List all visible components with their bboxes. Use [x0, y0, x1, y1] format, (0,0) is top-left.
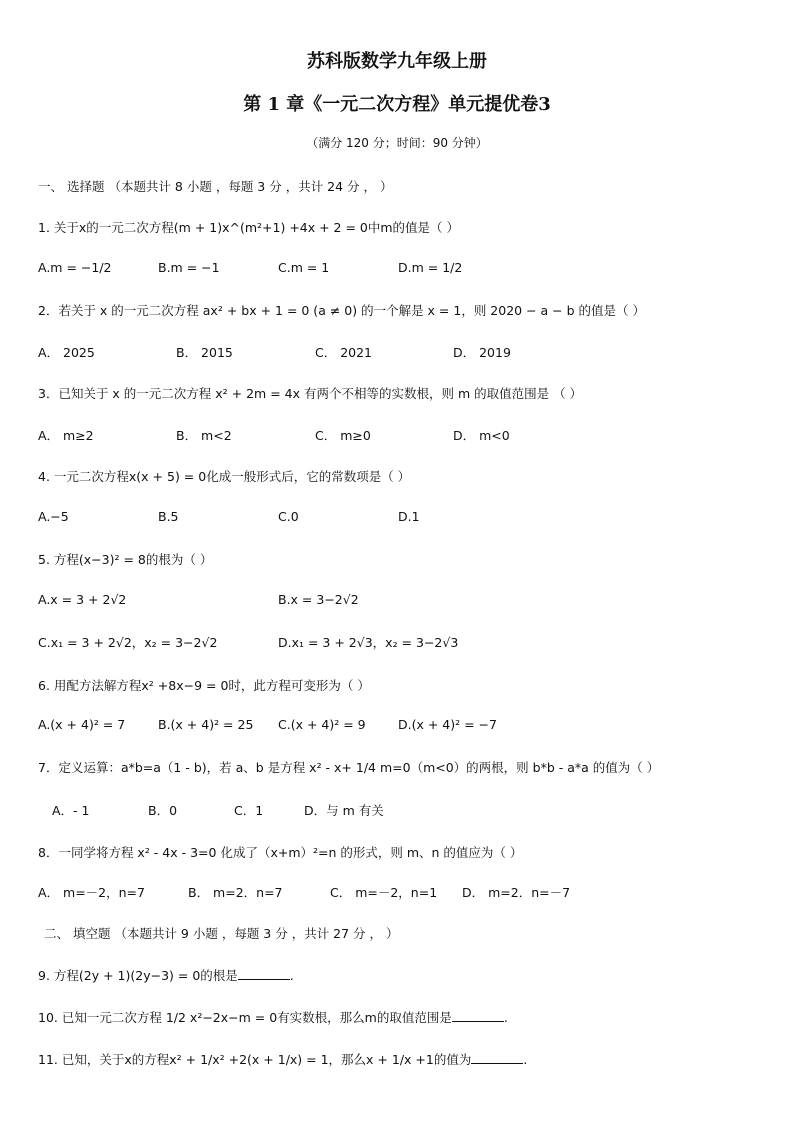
q9-stem: 9. 方程(2y + 1)(2y−3) = 0的根是 [38, 968, 238, 983]
q5-option-b: B.x = 3−2√2 [278, 592, 359, 607]
q7-option-a: A．- 1 [52, 803, 90, 818]
q7-option-c: C．1 [234, 803, 264, 818]
q5-option-c: C.x₁ = 3 + 2√2，x₂ = 3−2√2 [38, 635, 218, 650]
q4-option-a: A.−5 [38, 509, 69, 524]
q7-option-d: D．与 m 有关 [304, 803, 384, 818]
q6-option-a: A.(x + 4)² = 7 [38, 717, 126, 732]
q3-option-a: A． m≥2 [38, 428, 94, 443]
question-6: 6. 用配方法解方程x² +8x−9 = 0时，此方程可变形为（ ） [38, 678, 370, 693]
q9-answer-blank[interactable] [238, 968, 290, 980]
question-2: 2．若关于 x 的一元二次方程 ax² + bx + 1 = 0 (a ≠ 0) 的一个解是 x = 1，则 2020 − a − b 的值是（ ） [38, 303, 645, 318]
q6-option-c: C.(x + 4)² = 9 [278, 717, 366, 732]
q3-option-d: D． m<0 [453, 428, 510, 443]
q10-end: . [503, 1010, 508, 1025]
q11-end: . [523, 1052, 528, 1067]
q6-option-d: D.(x + 4)² = −7 [398, 717, 497, 732]
q2-option-c: C． 2021 [315, 345, 373, 360]
q8-option-c: C． m=－2，n=1 [330, 885, 438, 900]
q4-option-c: C.0 [278, 509, 299, 524]
question-11 [38, 1050, 527, 1068]
document-title: 苏科版数学九年级上册 [307, 51, 487, 72]
document-subtitle: 第 1 章《一元二次方程》单元提优卷3 [243, 94, 551, 115]
q3-option-b: B． m<2 [176, 428, 232, 443]
q1-option-d: D.m = 1/2 [398, 260, 463, 275]
question-3: 3．已知关于 x 的一元二次方程 x² + 2m = 4x 有两个不相等的实数根，则 m 的取值范围是 （ ） [38, 386, 583, 401]
q9-end: . [289, 968, 294, 983]
q3-option-c: C． m≥0 [315, 428, 371, 443]
q10-stem: 10. 已知一元二次方程 1/2 x²−2x−m = 0有实数根，那么m的取值范围是 [38, 1010, 452, 1025]
q1-option-b: B.m = −1 [158, 260, 220, 275]
question-7: 7．定义运算：a*b=a（1 - b)，若 a、b 是方程 x² - x+ 1/4 m=0（m<0）的两根，则 b*b - a*a 的值为（ ） [38, 760, 660, 775]
question-4: 4. 一元二次方程x(x + 5) = 0化成一般形式后，它的常数项是（ ） [38, 469, 411, 484]
section-1-title: 一、 选择题 （本题共计 8 小题 ，每题 3 分 ，共计 24 分 ， ） [38, 179, 393, 194]
q8-option-d: D． m=2．n=－7 [462, 885, 571, 900]
q2-option-a: A． 2025 [38, 345, 95, 360]
q6-option-b: B.(x + 4)² = 25 [158, 717, 254, 732]
q5-option-d: D.x₁ = 3 + 2√3，x₂ = 3−2√3 [278, 635, 459, 650]
q5-option-a: A.x = 3 + 2√2 [38, 592, 127, 607]
q8-option-a: A． m=－2，n=7 [38, 885, 145, 900]
question-9 [38, 966, 294, 984]
q8-option-b: B． m=2．n=7 [188, 885, 283, 900]
q7-option-b: B．0 [148, 803, 178, 818]
q10-answer-blank[interactable] [452, 1010, 504, 1022]
question-10 [38, 1008, 508, 1026]
q4-option-d: D.1 [398, 509, 420, 524]
section-2-title: 二、 填空题 （本题共计 9 小题 ，每题 3 分 ，共计 27 分 ， ） [44, 926, 399, 941]
q4-option-b: B.5 [158, 509, 179, 524]
question-1: 1. 关于x的一元二次方程(m + 1)x^(m²+1) +4x + 2 = 0中m的值是（ ） [38, 220, 460, 235]
q2-option-d: D． 2019 [453, 345, 511, 360]
q11-answer-blank[interactable] [471, 1052, 523, 1064]
question-8: 8．一同学将方程 x² - 4x - 3=0 化成了（x+m）²=n 的形式，则 m、n 的值应为（ ） [38, 845, 523, 860]
exam-meta: （满分 120 分；时间：90 分钟） [306, 136, 488, 150]
q1-option-a: A.m = −1/2 [38, 260, 112, 275]
q11-stem: 11. 已知，关于x的方程x² + 1/x² +2(x + 1/x) = 1，那么x + 1/x +1的值为 [38, 1052, 472, 1067]
q2-option-b: B． 2015 [176, 345, 233, 360]
q1-option-c: C.m = 1 [278, 260, 330, 275]
question-5: 5. 方程(x−3)² = 8的根为（ ） [38, 552, 213, 567]
